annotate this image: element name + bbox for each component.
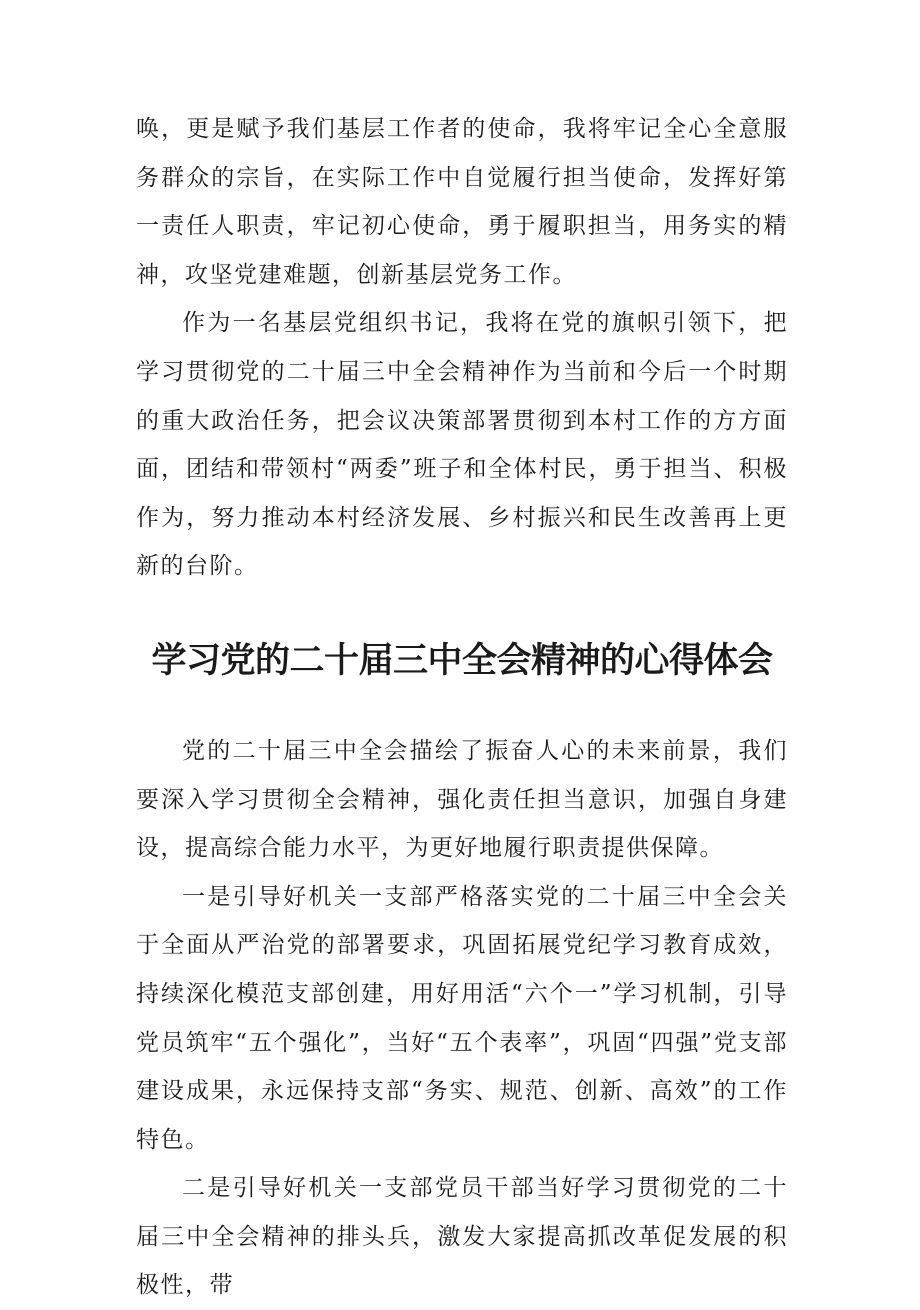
paragraph: 作为一名基层党组织书记，我将在党的旗帜引领下，把学习贯彻党的二十届三中全会精神作为当前和今后一个时期的重大政治任务，把会议决策部署贯彻到本村工作的方方面面，团结和带领村“两委”班子和全体村民，勇于担当、积极作为，努力推动本村经济发展、乡村振兴和民生改善再上更新的台阶。 [136, 310, 788, 580]
paragraph: 二是引导好机关一支部党员干部当好学习贯彻党的二十届三中全会精神的排头兵，激发大家提高抓改革促发展的积极性，带 [136, 1175, 788, 1299]
paragraph: 党的二十届三中全会描绘了振奋人心的未来前景，我们要深入学习贯彻全会精神，强化责任担当意识，加强自身建设，提高综合能力水平，为更好地履行职责提供保障。 [136, 737, 788, 862]
paragraph-continued: 唤，更是赋予我们基层工作者的使命，我将牢记全心全意服务群众的宗旨，在实际工作中自觉履行担当使命，发挥好第一责任人职责，牢记初心使命，勇于履职担当，用务实的精神，攻坚党建难题，创新基层党务工作。 [136, 116, 788, 288]
paragraph: 一是引导好机关一支部严格落实党的二十届三中全会关于全面从严治党的部署要求，巩固拓展党纪学习教育成效，持续深化模范支部创建，用好用活“六个一”学习机制，引导党员筑牢“五个强化”，当好“五个表率”，巩固“四强”党支部建设成果，永远保持支部“务实、规范、创新、高效”的工作特色。 [136, 883, 788, 1153]
document-body [136, 105, 788, 1310]
section-title: 学习党的二十届三中全会精神的心得体会 [151, 640, 773, 681]
